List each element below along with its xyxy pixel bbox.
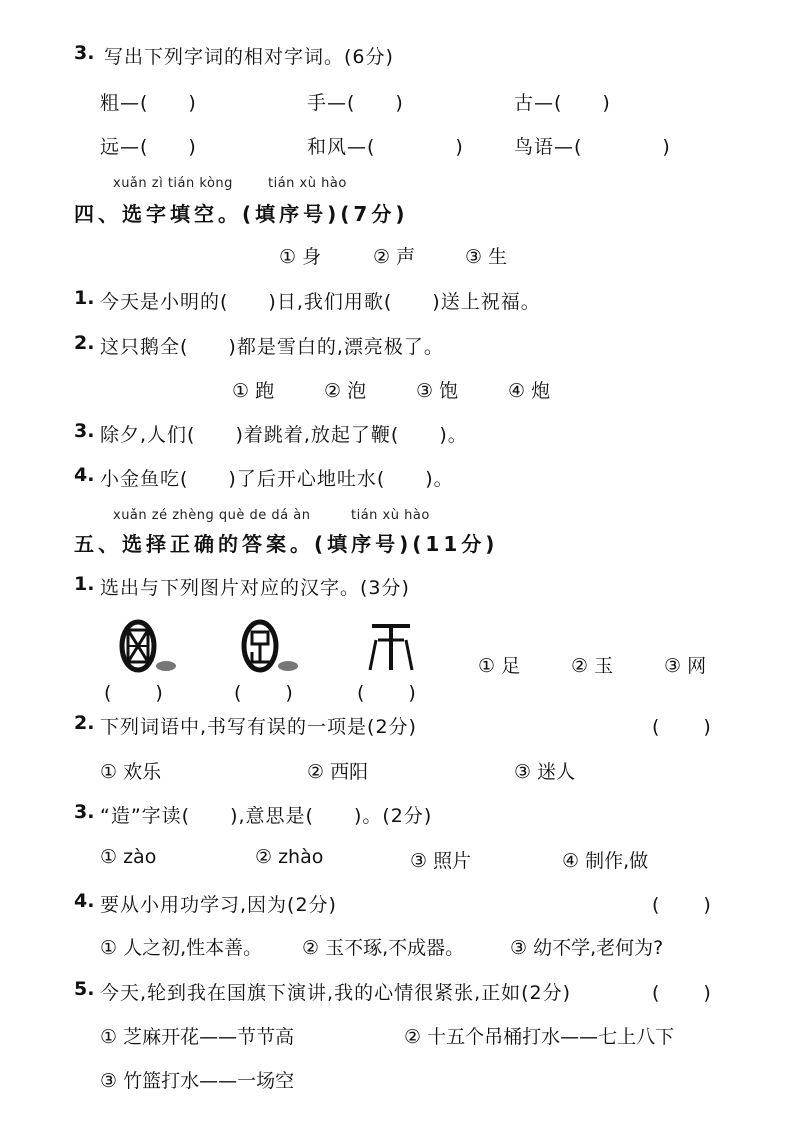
q3-pair-3[interactable]: 古—( ) — [514, 92, 611, 114]
s4-q2-number: 2. — [74, 332, 95, 354]
s5-q3-option-3: ③ 照片 — [410, 850, 472, 872]
s4-option-6: ③ 饱 — [416, 380, 459, 402]
s5-q1-option-2: ② 玉 — [571, 655, 614, 677]
s5-q4-option-3: ③ 幼不学,老何为? — [510, 937, 664, 959]
s4-pinyin-2: tián xù hào — [268, 176, 347, 191]
s4-option-2: ② 声 — [373, 246, 416, 268]
s5-q5-option-3: ③ 竹篮打水——一场空 — [100, 1070, 295, 1092]
s4-q4-text[interactable]: 小金鱼吃( )了后开心地吐水( )。 — [100, 468, 454, 490]
s5-q5-text: 今天,轮到我在国旗下演讲,我的心情很紧张,正如(2分) — [100, 982, 572, 1004]
s5-q1-blank-2[interactable]: ( ) — [234, 682, 295, 704]
q3-pair-6[interactable]: 鸟语—( ) — [514, 136, 671, 158]
s5-q4-option-1: ① 人之初,性本善。 — [100, 937, 263, 959]
s5-q2-option-3: ③ 迷人 — [514, 761, 576, 783]
s5-q3-option-2: ② zhào — [255, 846, 324, 868]
s5-q2-answer[interactable]: ( ) — [652, 716, 713, 738]
s5-q3-number: 3. — [74, 801, 95, 823]
ancient-glyph-jade-icon — [366, 618, 416, 674]
s4-option-1: ① 身 — [279, 246, 322, 268]
s5-q5-option-1: ① 芝麻开花——节节高 — [100, 1026, 295, 1048]
s4-option-4: ① 跑 — [232, 380, 275, 402]
q3-pair-4[interactable]: 远—( ) — [100, 136, 197, 158]
s4-q1-text[interactable]: 今天是小明的( )日,我们用歌( )送上祝福。 — [100, 291, 541, 313]
s5-q3-option-1: ① zào — [100, 846, 157, 868]
s4-option-7: ④ 炮 — [508, 380, 551, 402]
s5-q1-option-1: ① 足 — [478, 655, 521, 677]
s4-q2-text[interactable]: 这只鹅全( )都是雪白的,漂亮极了。 — [100, 336, 444, 358]
s5-q4-number: 4. — [74, 890, 95, 912]
s5-q2-text: 下列词语中,书写有误的一项是(2分) — [100, 716, 417, 738]
s5-pinyin-1: xuǎn zé zhèng què de dá àn — [113, 508, 311, 523]
s4-option-3: ③ 生 — [465, 246, 508, 268]
q3-pair-1[interactable]: 粗—( ) — [100, 92, 197, 114]
s4-q4-number: 4. — [74, 464, 95, 486]
s4-q3-number: 3. — [74, 420, 95, 442]
s4-q1-number: 1. — [74, 287, 95, 309]
s5-q1-blank-3[interactable]: ( ) — [357, 682, 418, 704]
s5-q5-number: 5. — [74, 978, 95, 1000]
s5-q4-answer[interactable]: ( ) — [652, 894, 713, 916]
s4-q3-text[interactable]: 除夕,人们( )着跳着,放起了鞭( )。 — [100, 424, 468, 446]
q3-pair-5[interactable]: 和风—( ) — [307, 136, 464, 158]
q3-number: 3. — [74, 42, 95, 64]
q3-title: 写出下列字词的相对字词。(6分) — [104, 46, 394, 68]
s5-q4-option-2: ② 玉不琢,不成器。 — [302, 937, 465, 959]
s5-q1-blank-1[interactable]: ( ) — [104, 682, 165, 704]
s5-q2-number: 2. — [74, 712, 95, 734]
s5-q5-answer[interactable]: ( ) — [652, 982, 713, 1004]
s5-heading: 五、选择正确的答案。(填序号)(11分) — [74, 532, 499, 556]
ancient-glyph-foot-icon — [238, 618, 302, 674]
q3-pair-2[interactable]: 手—( ) — [307, 92, 404, 114]
s4-option-5: ② 泡 — [324, 380, 367, 402]
s5-q1-number: 1. — [74, 573, 95, 595]
s4-heading: 四、选字填空。(填序号)(7分) — [74, 202, 409, 226]
s4-pinyin-1: xuǎn zì tián kòng — [113, 176, 233, 191]
s5-q3-option-4: ④ 制作,做 — [562, 850, 649, 872]
s5-q4-text: 要从小用功学习,因为(2分) — [100, 894, 337, 916]
s5-q2-option-2: ② 西阳 — [307, 761, 369, 783]
s5-q3-text[interactable]: “造”字读( ),意思是( )。(2分) — [100, 805, 433, 827]
ancient-glyph-net-icon — [116, 618, 180, 674]
s5-q1-option-3: ③ 网 — [664, 655, 707, 677]
s5-q5-option-2: ② 十五个吊桶打水——七上八下 — [404, 1026, 675, 1048]
s5-q1-text: 选出与下列图片对应的汉字。(3分) — [100, 577, 410, 599]
s5-q2-option-1: ① 欢乐 — [100, 761, 162, 783]
s5-pinyin-2: tián xù hào — [351, 508, 430, 523]
